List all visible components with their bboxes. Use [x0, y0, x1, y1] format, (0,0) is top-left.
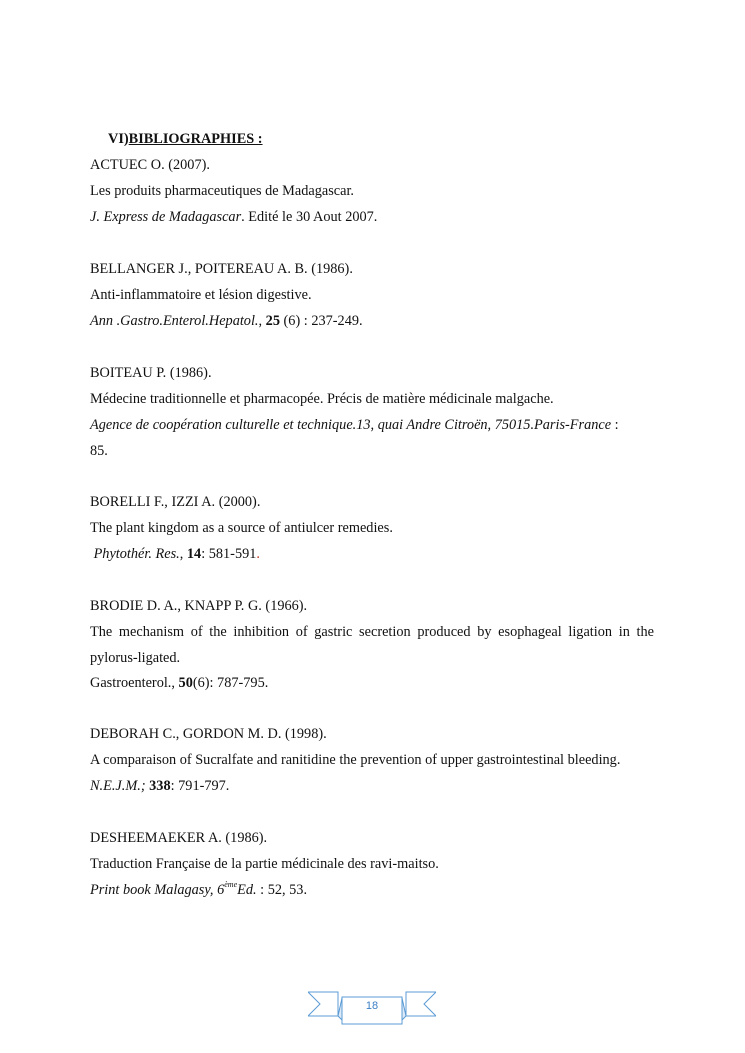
reference-4-journal: Phytothér. Res.	[90, 546, 180, 562]
reference-5-authors: BRODIE D. A., KNAPP P. G. (1966).	[90, 598, 308, 614]
reference-7-authors: DESHEEMAEKER A. (1986).	[90, 830, 268, 846]
reference-7-source	[90, 881, 307, 899]
reference-4-volume: 14	[186, 546, 202, 562]
reference-3-colon: :	[611, 417, 619, 433]
reference-5-volume: 50	[178, 675, 193, 691]
reference-3-publisher: Agence de coopération culturelle et technique.13, quai Andre Citroën, 75015.Paris-France	[90, 417, 612, 433]
reference-1-title: Les produits pharmaceutiques de Madagascar.	[90, 183, 355, 199]
reference-5-title-line1: The mechanism of the inhibition of gastric secretion produced by esophageal ligation in the	[90, 624, 654, 640]
reference-5-source	[90, 674, 268, 692]
reference-5-title-line2: pylorus-ligated.	[90, 650, 181, 666]
reference-3-source	[90, 416, 619, 434]
page-number-ribbon	[308, 990, 436, 1026]
reference-6-title: A comparaison of Sucralfate and ranitidine the prevention of upper gastrointestinal bleeding.	[90, 752, 621, 768]
reference-6-details: : 791-797.	[170, 778, 230, 794]
reference-2-journal: Ann .Gastro.Enterol.Hepatol.	[90, 313, 259, 329]
reference-4-details: : 581-591	[201, 546, 257, 562]
reference-4-separator: ,	[179, 546, 187, 562]
reference-4-authors: BORELLI F., IZZI A. (2000).	[90, 494, 261, 510]
reference-3-pages: 85.	[90, 443, 108, 459]
reference-2-title: Anti-inflammatoire et lésion digestive.	[90, 287, 312, 303]
reference-6-journal: N.E.J.M.;	[90, 778, 150, 794]
reference-7-details: : 52, 53.	[256, 882, 308, 898]
reference-7-publisher: Print book Malagasy, 6	[90, 882, 225, 898]
reference-1-details: . Edité le 30 Aout 2007.	[241, 209, 378, 225]
reference-3-title: Médecine traditionnelle et pharmacopée. Précis de matière médicinale malgache.	[90, 391, 554, 407]
reference-2-details: (6) : 237-249.	[279, 313, 363, 329]
reference-4-source	[90, 545, 260, 563]
reference-7-edition: Ed.	[237, 882, 257, 898]
reference-2-authors: BELLANGER J., POITEREAU A. B. (1986).	[90, 261, 353, 277]
reference-2-source	[90, 312, 363, 330]
reference-1-journal: J. Express de Madagascar	[90, 209, 242, 225]
section-heading	[108, 130, 263, 148]
reference-1-source	[90, 208, 377, 226]
reference-2-separator: ,	[258, 313, 266, 329]
reference-6-authors: DEBORAH C., GORDON M. D. (1998).	[90, 726, 327, 742]
reference-4-trailing-dot: .	[256, 546, 260, 562]
reference-7-title: Traduction Française de la partie médicinale des ravi-maitso.	[90, 856, 439, 872]
section-number: VI)	[108, 131, 129, 147]
reference-4-title: The plant kingdom as a source of antiulcer remedies.	[90, 520, 393, 536]
reference-1-authors: ACTUEC O. (2007).	[90, 157, 210, 173]
reference-6-volume: 338	[149, 778, 171, 794]
section-title: BIBLIOGRAPHIES :	[128, 131, 263, 147]
reference-7-edition-superscript: ème	[224, 880, 238, 890]
reference-3-authors: BOITEAU P. (1986).	[90, 365, 212, 381]
reference-5-details: (6): 787-795.	[192, 675, 269, 691]
reference-6-source	[90, 777, 229, 795]
reference-2-volume: 25	[265, 313, 280, 329]
page-number: 18	[365, 1000, 379, 1012]
reference-5-journal: Gastroenterol.,	[90, 675, 179, 691]
